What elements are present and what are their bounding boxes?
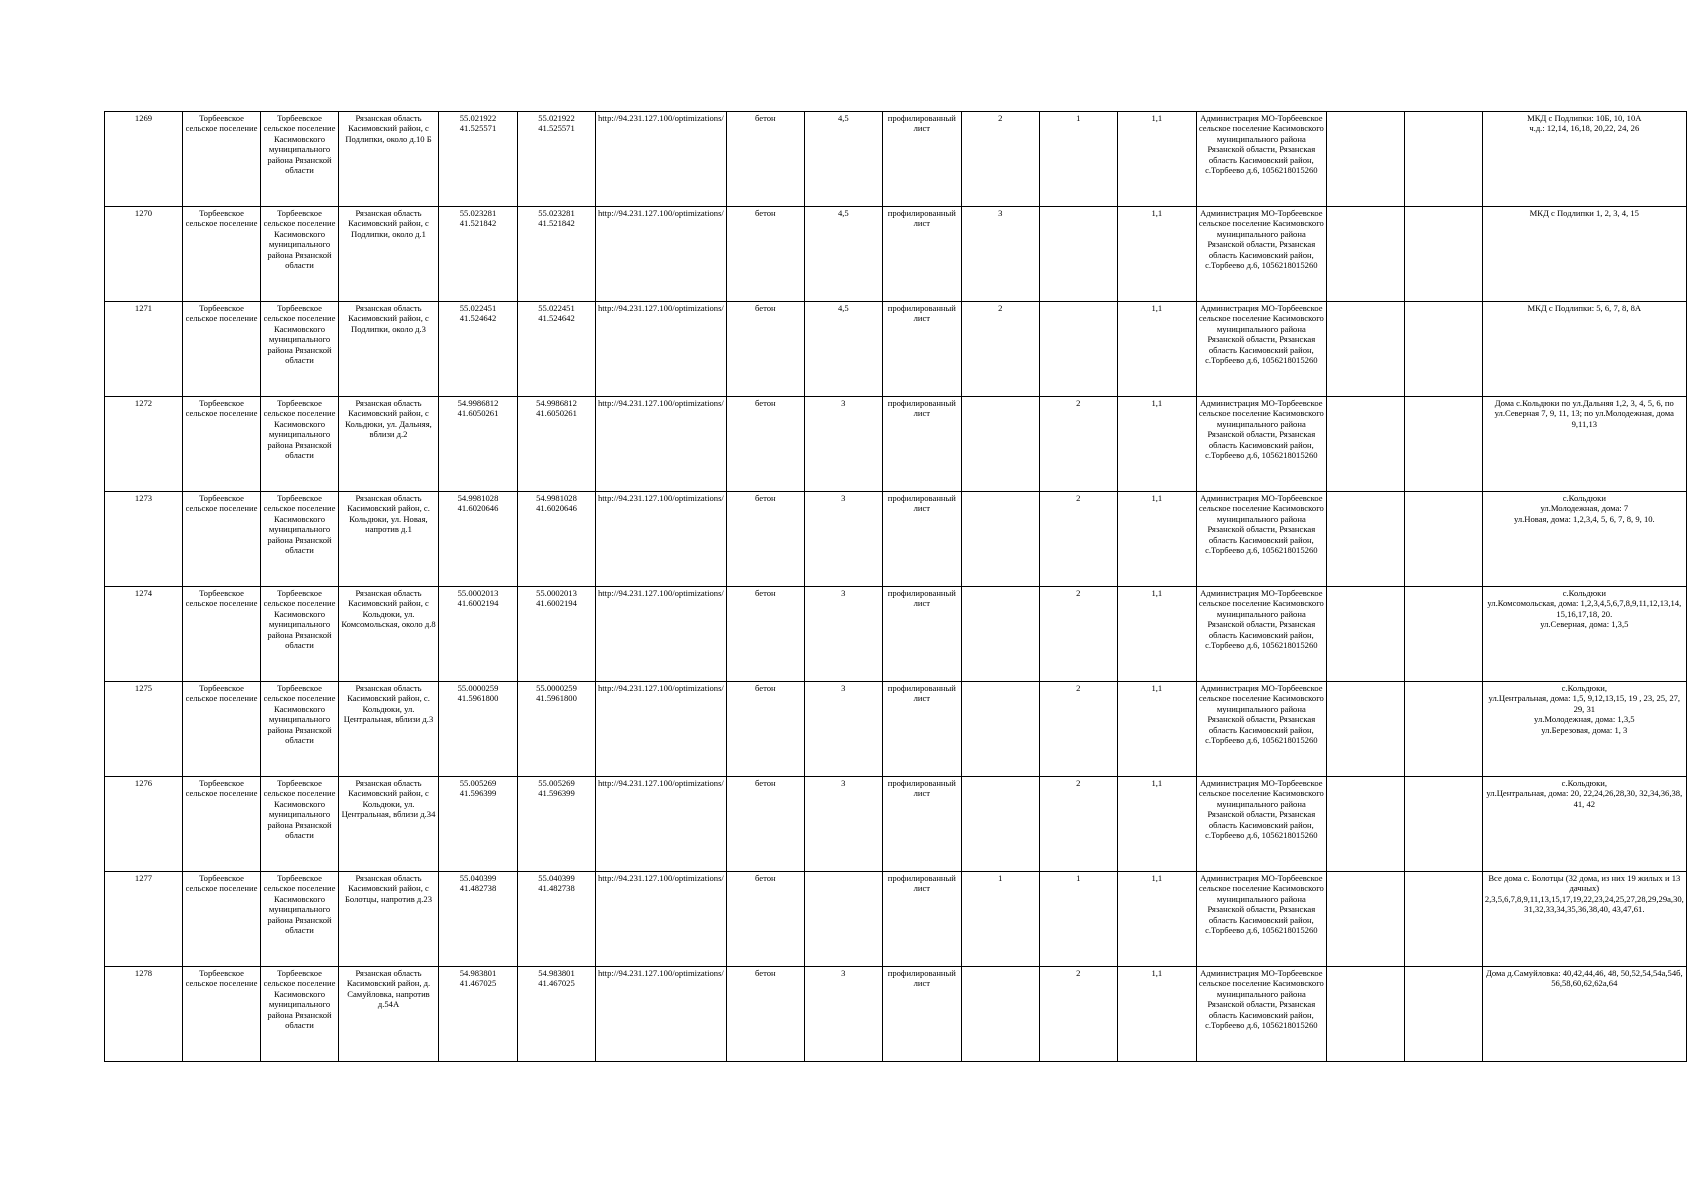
- empty-cell: [1404, 112, 1482, 207]
- map-link-cell[interactable]: http://94.231.127.100/optimizations/: [596, 112, 727, 207]
- surface-cell: бетон: [726, 872, 804, 967]
- owner-cell: Торбеевское сельское поселение Касимовского муниципального района Рязанской области: [261, 112, 339, 207]
- area-cell: [804, 872, 882, 967]
- empty-cell: [1326, 112, 1404, 207]
- containers-planned-cell: 3: [961, 207, 1039, 302]
- container-volume-cell: 1,1: [1117, 682, 1196, 777]
- area-cell: 3: [804, 967, 882, 1062]
- address-cell: Рязанская область Касимовский район, с. Кольдюки, ул. Новая, напротив д.1: [339, 492, 439, 587]
- coordinates-cell: 55.0000259 41.5961800: [439, 682, 518, 777]
- empty-cell: [1404, 967, 1482, 1062]
- container-volume-cell: 1,1: [1117, 302, 1196, 397]
- container-volume-cell: 1,1: [1117, 492, 1196, 587]
- empty-cell: [1404, 777, 1482, 872]
- table-row: [105, 872, 1687, 967]
- empty-cell: [1404, 682, 1482, 777]
- fence-cell: профилированный лист: [882, 967, 961, 1062]
- operator-cell: Администрация МО-Торбеевское сельское поселение Касимовского муниципального района Рязанской области, Рязанская область Касимовский район, с.Торбеево д.6, 1056218015260: [1196, 302, 1326, 397]
- containers-placed-cell: [1039, 207, 1117, 302]
- table-row: [105, 777, 1687, 872]
- surface-cell: бетон: [726, 587, 804, 682]
- address-cell: Рязанская область Касимовский район, с Болотцы, напротив д.23: [339, 872, 439, 967]
- operator-cell: Администрация МО-Торбеевское сельское поселение Касимовского муниципального района Рязанской области, Рязанская область Касимовский район, с.Торбеево д.6, 1056218015260: [1196, 587, 1326, 682]
- map-link-cell[interactable]: http://94.231.127.100/optimizations/: [596, 872, 727, 967]
- coordinates-duplicate-cell: 55.0002013 41.6002194: [518, 587, 596, 682]
- fence-cell: профилированный лист: [882, 207, 961, 302]
- row-number-cell: 1273: [105, 492, 183, 587]
- coordinates-duplicate-cell: 54.9986812 41.6050261: [518, 397, 596, 492]
- owner-cell: Торбеевское сельское поселение Касимовского муниципального района Рязанской области: [261, 872, 339, 967]
- waste-sources-cell: Дома д.Самуйловка: 40,42,44,46, 48, 50,52,54,54а,54б, 56,58,60,62,62а,64: [1482, 967, 1686, 1062]
- map-link-cell[interactable]: http://94.231.127.100/optimizations/: [596, 587, 727, 682]
- operator-cell: Администрация МО-Торбеевское сельское поселение Касимовского муниципального района Рязанской области, Рязанская область Касимовский район, с.Торбеево д.6, 1056218015260: [1196, 682, 1326, 777]
- map-link-cell[interactable]: http://94.231.127.100/optimizations/: [596, 492, 727, 587]
- waste-sources-cell: с.Кольдюки ул.Комсомольская, дома: 1,2,3,4,5,6,7,8,9,11,12,13,14, 15,16,17,18, 20. ул.Северная, дома: 1,3,5: [1482, 587, 1686, 682]
- map-link-cell[interactable]: http://94.231.127.100/optimizations/: [596, 682, 727, 777]
- empty-cell: [1326, 397, 1404, 492]
- operator-cell: Администрация МО-Торбеевское сельское поселение Касимовского муниципального района Рязанской области, Рязанская область Касимовский район, с.Торбеево д.6, 1056218015260: [1196, 112, 1326, 207]
- coordinates-duplicate-cell: 54.9981028 41.6020646: [518, 492, 596, 587]
- table-row: [105, 302, 1687, 397]
- row-number-cell: 1270: [105, 207, 183, 302]
- coordinates-duplicate-cell: 55.023281 41.521842: [518, 207, 596, 302]
- owner-cell: Торбеевское сельское поселение Касимовского муниципального района Рязанской области: [261, 587, 339, 682]
- address-cell: Рязанская область Касимовский район, с Кольдюки, ул. Комсомольская, около д.8: [339, 587, 439, 682]
- operator-cell: Администрация МО-Торбеевское сельское поселение Касимовского муниципального района Рязанской области, Рязанская область Касимовский район, с.Торбеево д.6, 1056218015260: [1196, 397, 1326, 492]
- coordinates-duplicate-cell: 54.983801 41.467025: [518, 967, 596, 1062]
- area-cell: 3: [804, 587, 882, 682]
- container-volume-cell: 1,1: [1117, 587, 1196, 682]
- coordinates-duplicate-cell: 55.040399 41.482738: [518, 872, 596, 967]
- fence-cell: профилированный лист: [882, 492, 961, 587]
- surface-cell: бетон: [726, 777, 804, 872]
- waste-sources-cell: Дома с.Кольдюки по ул.Дальняя 1,2, 3, 4, 5, 6, по ул.Северная 7, 9, 11, 13; по ул.Молодежная, дома 9,11,13: [1482, 397, 1686, 492]
- table-row: [105, 682, 1687, 777]
- operator-cell: Администрация МО-Торбеевское сельское поселение Касимовского муниципального района Рязанской области, Рязанская область Касимовский район, с.Торбеево д.6, 1056218015260: [1196, 207, 1326, 302]
- settlement-cell: Торбеевское сельское поселение: [183, 397, 261, 492]
- fence-cell: профилированный лист: [882, 872, 961, 967]
- owner-cell: Торбеевское сельское поселение Касимовского муниципального района Рязанской области: [261, 967, 339, 1062]
- settlement-cell: Торбеевское сельское поселение: [183, 872, 261, 967]
- fence-cell: профилированный лист: [882, 587, 961, 682]
- containers-placed-cell: 2: [1039, 587, 1117, 682]
- address-cell: Рязанская область Касимовский район, с Подлипки, около д.1: [339, 207, 439, 302]
- area-cell: 3: [804, 682, 882, 777]
- owner-cell: Торбеевское сельское поселение Касимовского муниципального района Рязанской области: [261, 777, 339, 872]
- settlement-cell: Торбеевское сельское поселение: [183, 302, 261, 397]
- table-row: [105, 112, 1687, 207]
- coordinates-duplicate-cell: 55.022451 41.524642: [518, 302, 596, 397]
- surface-cell: бетон: [726, 967, 804, 1062]
- containers-planned-cell: [961, 587, 1039, 682]
- owner-cell: Торбеевское сельское поселение Касимовского муниципального района Рязанской области: [261, 207, 339, 302]
- area-cell: 4,5: [804, 112, 882, 207]
- row-number-cell: 1271: [105, 302, 183, 397]
- coordinates-cell: 55.022451 41.524642: [439, 302, 518, 397]
- address-cell: Рязанская область Касимовский район, с. Кольдюки, ул. Центральная, вблизи д.3: [339, 682, 439, 777]
- fence-cell: профилированный лист: [882, 302, 961, 397]
- settlement-cell: Торбеевское сельское поселение: [183, 967, 261, 1062]
- container-volume-cell: 1,1: [1117, 872, 1196, 967]
- surface-cell: бетон: [726, 682, 804, 777]
- address-cell: Рязанская область Касимовский район, с Подлипки, около д.3: [339, 302, 439, 397]
- settlement-cell: Торбеевское сельское поселение: [183, 492, 261, 587]
- operator-cell: Администрация МО-Торбеевское сельское поселение Касимовского муниципального района Рязанской области, Рязанская область Касимовский район, с.Торбеево д.6, 1056218015260: [1196, 967, 1326, 1062]
- containers-planned-cell: 1: [961, 872, 1039, 967]
- owner-cell: Торбеевское сельское поселение Касимовского муниципального района Рязанской области: [261, 302, 339, 397]
- row-number-cell: 1274: [105, 587, 183, 682]
- container-volume-cell: 1,1: [1117, 207, 1196, 302]
- empty-cell: [1326, 872, 1404, 967]
- owner-cell: Торбеевское сельское поселение Касимовского муниципального района Рязанской области: [261, 397, 339, 492]
- area-cell: 3: [804, 397, 882, 492]
- empty-cell: [1404, 872, 1482, 967]
- containers-planned-cell: [961, 682, 1039, 777]
- table-row: [105, 587, 1687, 682]
- address-cell: Рязанская область Касимовский район, с Подлипки, около д.10 Б: [339, 112, 439, 207]
- table-row: [105, 492, 1687, 587]
- empty-cell: [1404, 302, 1482, 397]
- waste-sources-cell: МКД с Подлипки: 10Б, 10, 10А ч.д.: 12,14, 16,18, 20,22, 24, 26: [1482, 112, 1686, 207]
- settlement-cell: Торбеевское сельское поселение: [183, 207, 261, 302]
- containers-placed-cell: 2: [1039, 397, 1117, 492]
- address-cell: Рязанская область Касимовский район, с Кольдюки, ул. Центральная, вблизи д.34: [339, 777, 439, 872]
- waste-sources-cell: с.Кольдюки, ул.Центральная, дома: 20, 22,24,26,28,30, 32,34,36,38, 41, 42: [1482, 777, 1686, 872]
- map-link-cell[interactable]: http://94.231.127.100/optimizations/: [596, 302, 727, 397]
- containers-planned-cell: 2: [961, 112, 1039, 207]
- empty-cell: [1404, 587, 1482, 682]
- settlement-cell: Торбеевское сельское поселение: [183, 112, 261, 207]
- row-number-cell: 1276: [105, 777, 183, 872]
- table-row: [105, 397, 1687, 492]
- waste-sources-cell: Все дома с. Болотцы (32 дома, из них 19 жилых и 13 дачных) 2,3,5,6,7,8,9,11,13,15,17,19,22,23,24,25,27,28,29,29а,30, 31,32,33,34,35,36,38,40, 43,47,61.: [1482, 872, 1686, 967]
- surface-cell: бетон: [726, 207, 804, 302]
- operator-cell: Администрация МО-Торбеевское сельское поселение Касимовского муниципального района Рязанской области, Рязанская область Касимовский район, с.Торбеево д.6, 1056218015260: [1196, 492, 1326, 587]
- coordinates-cell: 55.021922 41.525571: [439, 112, 518, 207]
- fence-cell: профилированный лист: [882, 112, 961, 207]
- area-cell: 4,5: [804, 207, 882, 302]
- coordinates-cell: 55.023281 41.521842: [439, 207, 518, 302]
- containers-placed-cell: 2: [1039, 682, 1117, 777]
- surface-cell: бетон: [726, 492, 804, 587]
- containers-planned-cell: 2: [961, 302, 1039, 397]
- fence-cell: профилированный лист: [882, 682, 961, 777]
- coordinates-cell: 54.9981028 41.6020646: [439, 492, 518, 587]
- coordinates-duplicate-cell: 55.0000259 41.5961800: [518, 682, 596, 777]
- area-cell: 3: [804, 492, 882, 587]
- waste-sources-cell: МКД с Подлипки: 5, 6, 7, 8, 8А: [1482, 302, 1686, 397]
- table-row: [105, 967, 1687, 1062]
- containers-placed-cell: 1: [1039, 872, 1117, 967]
- containers-placed-cell: 1: [1039, 112, 1117, 207]
- settlement-cell: Торбеевское сельское поселение: [183, 682, 261, 777]
- waste-sources-cell: с.Кольдюки, ул.Центральная, дома: 1,5, 9,12,13,15, 19 , 23, 25, 27, 29, 31 ул.Молодежная, дома: 1,3,5 ул.Березовая, дома: 1, 3: [1482, 682, 1686, 777]
- surface-cell: бетон: [726, 302, 804, 397]
- containers-placed-cell: 2: [1039, 967, 1117, 1062]
- row-number-cell: 1272: [105, 397, 183, 492]
- map-link-cell[interactable]: http://94.231.127.100/optimizations/: [596, 777, 727, 872]
- empty-cell: [1326, 777, 1404, 872]
- container-volume-cell: 1,1: [1117, 967, 1196, 1062]
- settlement-cell: Торбеевское сельское поселение: [183, 587, 261, 682]
- containers-placed-cell: 2: [1039, 777, 1117, 872]
- empty-cell: [1404, 207, 1482, 302]
- area-cell: 4,5: [804, 302, 882, 397]
- coordinates-cell: 55.005269 41.596399: [439, 777, 518, 872]
- owner-cell: Торбеевское сельское поселение Касимовского муниципального района Рязанской области: [261, 682, 339, 777]
- coordinates-duplicate-cell: 55.005269 41.596399: [518, 777, 596, 872]
- containers-planned-cell: [961, 397, 1039, 492]
- owner-cell: Торбеевское сельское поселение Касимовского муниципального района Рязанской области: [261, 492, 339, 587]
- empty-cell: [1404, 492, 1482, 587]
- fence-cell: профилированный лист: [882, 397, 961, 492]
- row-number-cell: 1275: [105, 682, 183, 777]
- row-number-cell: 1278: [105, 967, 183, 1062]
- empty-cell: [1326, 967, 1404, 1062]
- table-row: [105, 207, 1687, 302]
- address-cell: Рязанская область Касимовский район, с Кольдюки, ул. Дальняя, вблизи д.2: [339, 397, 439, 492]
- containers-planned-cell: [961, 492, 1039, 587]
- map-link-cell[interactable]: http://94.231.127.100/optimizations/: [596, 967, 727, 1062]
- empty-cell: [1404, 397, 1482, 492]
- map-link-cell[interactable]: http://94.231.127.100/optimizations/: [596, 397, 727, 492]
- coordinates-cell: 54.983801 41.467025: [439, 967, 518, 1062]
- registry-table: [104, 111, 1687, 1062]
- coordinates-cell: 55.0002013 41.6002194: [439, 587, 518, 682]
- surface-cell: бетон: [726, 112, 804, 207]
- map-link-cell[interactable]: http://94.231.127.100/optimizations/: [596, 207, 727, 302]
- row-number-cell: 1277: [105, 872, 183, 967]
- empty-cell: [1326, 587, 1404, 682]
- waste-sources-cell: с.Кольдюки ул.Молодежная, дома: 7 ул.Новая, дома: 1,2,3,4, 5, 6, 7, 8, 9, 10.: [1482, 492, 1686, 587]
- empty-cell: [1326, 682, 1404, 777]
- empty-cell: [1326, 207, 1404, 302]
- row-number-cell: 1269: [105, 112, 183, 207]
- surface-cell: бетон: [726, 397, 804, 492]
- coordinates-cell: 55.040399 41.482738: [439, 872, 518, 967]
- coordinates-duplicate-cell: 55.021922 41.525571: [518, 112, 596, 207]
- settlement-cell: Торбеевское сельское поселение: [183, 777, 261, 872]
- empty-cell: [1326, 492, 1404, 587]
- fence-cell: профилированный лист: [882, 777, 961, 872]
- area-cell: 3: [804, 777, 882, 872]
- containers-planned-cell: [961, 967, 1039, 1062]
- address-cell: Рязанская область Касимовский район, д. Самуйловка, напротив д.54А: [339, 967, 439, 1062]
- operator-cell: Администрация МО-Торбеевское сельское поселение Касимовского муниципального района Рязанской области, Рязанская область Касимовский район, с.Торбеево д.6, 1056218015260: [1196, 872, 1326, 967]
- empty-cell: [1326, 302, 1404, 397]
- containers-placed-cell: 2: [1039, 492, 1117, 587]
- container-volume-cell: 1,1: [1117, 112, 1196, 207]
- container-volume-cell: 1,1: [1117, 397, 1196, 492]
- container-volume-cell: 1,1: [1117, 777, 1196, 872]
- operator-cell: Администрация МО-Торбеевское сельское поселение Касимовского муниципального района Рязанской области, Рязанская область Касимовский район, с.Торбеево д.6, 1056218015260: [1196, 777, 1326, 872]
- containers-placed-cell: [1039, 302, 1117, 397]
- waste-sources-cell: МКД с Подлипки 1, 2, 3, 4, 15: [1482, 207, 1686, 302]
- containers-planned-cell: [961, 777, 1039, 872]
- coordinates-cell: 54.9986812 41.6050261: [439, 397, 518, 492]
